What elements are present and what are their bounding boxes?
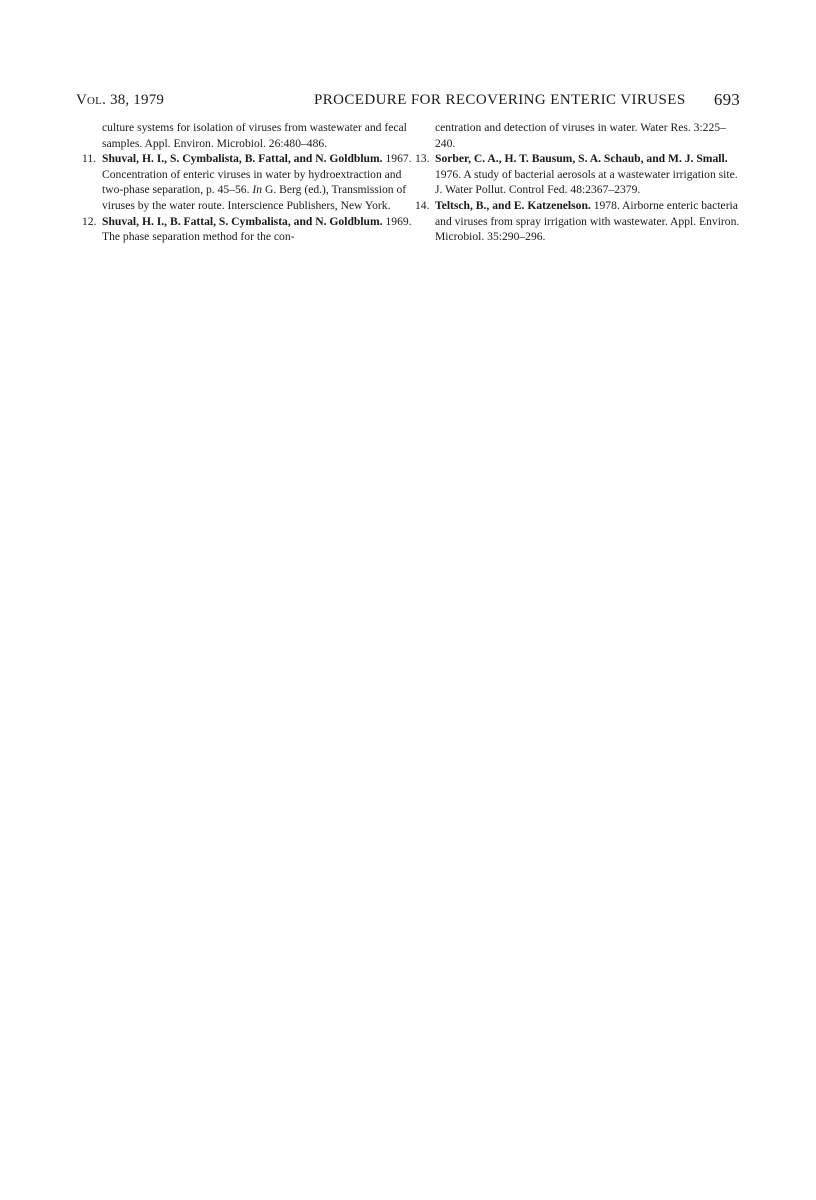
volume-label: Vol. 38, 1979	[76, 92, 165, 108]
reference-in-label: In	[252, 183, 263, 197]
reference-authors: Teltsch, B., and E. Katzenelson.	[435, 198, 591, 212]
reference-number: 12.	[82, 214, 97, 228]
running-title: PROCEDURE FOR RECOVERING ENTERIC VIRUSES	[314, 92, 686, 108]
reference-continuation: culture systems for isolation of viruses from wastewater and fecal samples. Appl. Environ. Microbiol. 26:480–486.	[102, 121, 407, 150]
reference-authors: Shuval, H. I., B. Fattal, S. Cymbalista, and N. Goldblum.	[102, 214, 383, 228]
reference-item	[82, 151, 412, 213]
reference-text: 1978. Airborne enteric bacteria and viruses from spray irrigation with wastewater. Appl. Environ. Microbiol. 35:290–296.	[435, 198, 740, 244]
reference-continuation: centration and detection of viruses in water. Water Res. 3:225–240.	[435, 121, 726, 150]
reference-authors: Sorber, C. A., H. T. Bausum, S. A. Schaub, and M. J. Small.	[435, 152, 728, 166]
reference-item	[415, 198, 745, 245]
reference-number: 14.	[415, 198, 430, 212]
reference-text: 1976. A study of bacterial aerosols at a wastewater irrigation site. J. Water Pollut. Control Fed. 48:2367–2379.	[435, 167, 738, 197]
page-number: 693	[713, 90, 740, 109]
reference-item	[415, 151, 745, 198]
reference-item	[82, 214, 412, 245]
running-header	[76, 92, 740, 114]
reference-text: 1967. Concentration of enteric viruses in water by hydroextraction and two-phase separation, p. 45–56.	[102, 152, 412, 197]
reference-text: 1969. The phase separation method for the con-	[102, 214, 412, 244]
reference-authors: Shuval, H. I., S. Cymbalista, B. Fattal, and N. Goldblum.	[102, 152, 383, 166]
reference-number: 13.	[415, 152, 430, 166]
left-column	[82, 120, 412, 245]
right-column	[415, 120, 745, 245]
reference-text: G. Berg (ed.), Transmission of viruses by the water route. Interscience Publishers, New York.	[102, 183, 407, 212]
reference-number: 11.	[82, 152, 97, 166]
